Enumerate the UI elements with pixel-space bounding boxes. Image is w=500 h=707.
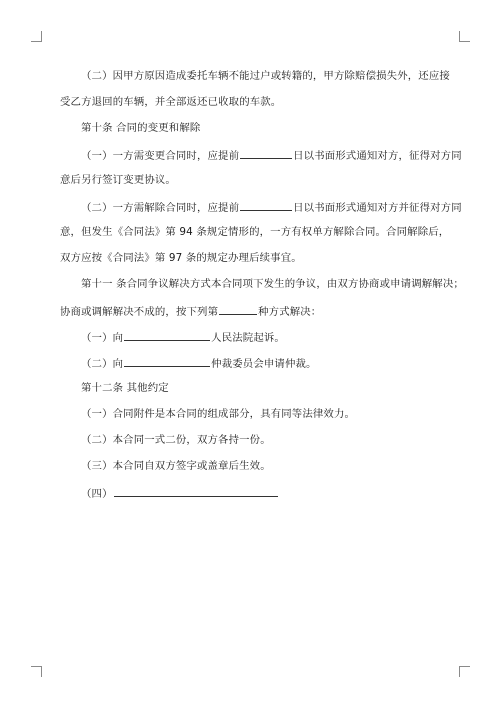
article-11-line-2: 协商或调解解决不成的，按下列第 种方式解决： [60,303,321,319]
days-termination-blank[interactable] [240,199,292,211]
arbitration-name-blank[interactable] [124,355,210,367]
option-court: （一）向 人民法院起诉。 [81,329,285,345]
clause-12-2: （二）本合同一式二份，双方各持一份。 [81,434,271,446]
resolution-method-blank[interactable] [219,303,257,315]
article-11-line-1: 第十一 条合同争议解决方式本合同项下发生的争议，由双方协商或申请调解解决； [81,278,464,290]
court-name-blank[interactable] [124,329,210,341]
paragraph-10-1-line-2: 意后另行签订变更协议。 [60,174,176,186]
other-terms-blank[interactable] [114,485,278,497]
clause-12-3: （三）本合同自双方签字或盖章后生效。 [81,460,271,472]
paragraph-10-2-line-1: （二）一方需解除合同时，应提前 日以书面形式通知对方并征得对方同 [81,199,462,215]
clause-12-1: （一）合同附件是本合同的组成部分，具有同等法律效力。 [81,408,356,420]
crop-mark-top-right [459,31,470,42]
days-notice-blank[interactable] [240,147,292,159]
paragraph-9-2-line-2: 受乙方退回的车辆，并全部返还已收取的车款。 [60,96,282,108]
paragraph-10-2-line-3: 双方应按《合同法》第 97 条的规定办理后续事宜。 [60,252,302,264]
option-arbitration: （二）向 仲裁委员会申请仲裁。 [81,355,317,371]
heading-article-10: 第十条 合同的变更和解除 [81,122,201,134]
paragraph-9-2-line-1: （二）因甲方原因造成委托车辆不能过户或转籍的，甲方除赔偿损失外，还应接 [81,70,450,82]
heading-article-12: 第十二条 其他约定 [81,382,169,394]
crop-mark-top-left [31,31,42,42]
clause-12-4: （四） [81,485,279,501]
crop-mark-bottom-left [31,666,42,677]
paragraph-10-1-line-1: （一）一方需变更合同时，应提前 日以书面形式通知对方，征得对方同 [81,147,462,163]
paragraph-10-2-line-2: 意，但发生《合同法》第 94 条规定情形的，一方有权单方解除合同。合同解除后， [60,226,450,238]
crop-mark-bottom-right [459,666,470,677]
